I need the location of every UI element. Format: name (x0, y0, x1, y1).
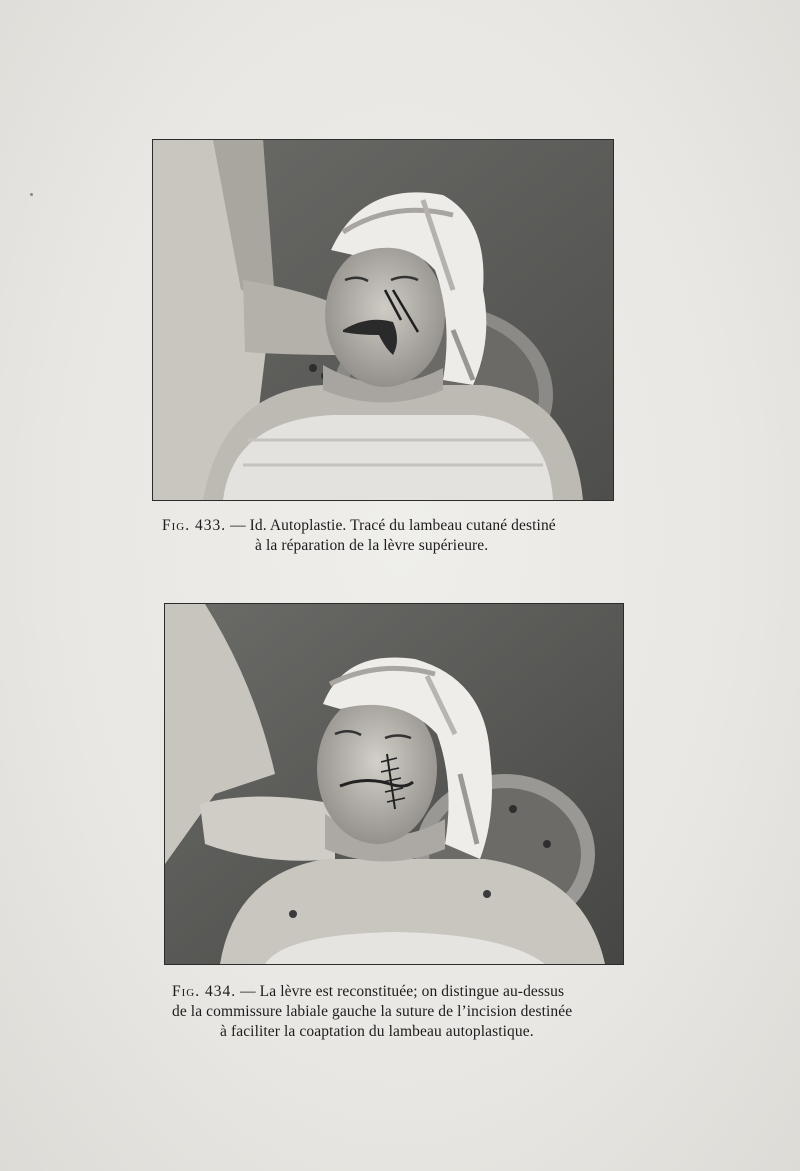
figure-434-label: Fig. 434. (172, 983, 237, 1000)
figure-434-caption-line (172, 982, 632, 1002)
figure-433-caption-text-1: — Id. Autoplastie. Tracé du lambeau cutané destiné (230, 517, 556, 534)
figure-434-caption-text-3: à faciliter la coaptation du lambeau autoplastique. (220, 1023, 534, 1040)
figure-433-caption-text-2: à la réparation de la lèvre supérieure. (255, 537, 489, 554)
figure-433-label: Fig. 433. (162, 517, 227, 534)
figure-434-caption-text-2: de la commissure labiale gauche la suture de l’incision destinée (172, 1003, 573, 1020)
figure-434-caption-text-1: — La lèvre est reconstituée; on distingue au-dessus (240, 983, 565, 1000)
paper-speck (30, 193, 33, 196)
figure-434-photograph (165, 604, 623, 964)
figure-433-caption-line (162, 516, 622, 536)
figure-433-photograph (153, 140, 613, 500)
figure-434-caption (172, 982, 632, 1042)
figure-433-caption (162, 516, 622, 556)
